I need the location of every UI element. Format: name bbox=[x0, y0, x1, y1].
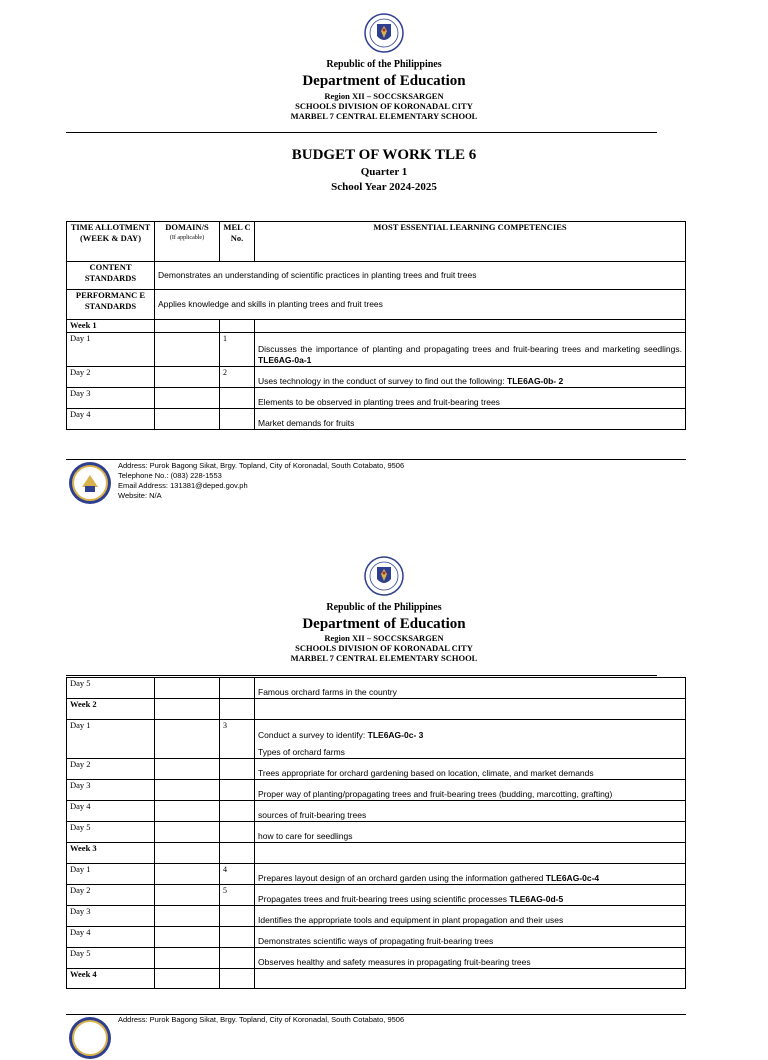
mel-number-cell bbox=[220, 822, 255, 843]
footer-email: Email Address: 131381@deped.gov.ph bbox=[118, 481, 248, 490]
header-domain-note: (If applicable) bbox=[169, 235, 205, 241]
header-domain-label: DOMAIN/S bbox=[165, 222, 209, 232]
competency-text: Demonstrates scientific ways of propagating fruit-bearing trees bbox=[258, 936, 494, 946]
table-row bbox=[67, 864, 686, 885]
time-allotment-cell: Day 4 bbox=[67, 409, 155, 430]
competency-text: Proper way of planting/propagating trees and fruit-bearing trees (budding, marcotting, grafting) bbox=[258, 789, 613, 799]
table-row bbox=[67, 409, 686, 430]
week-row bbox=[67, 843, 686, 864]
competency-text: Trees appropriate for orchard gardening based on location, climate, and market demands bbox=[258, 768, 594, 778]
competency-cell bbox=[255, 780, 686, 801]
competency-cell bbox=[255, 822, 686, 843]
header-department: Department of Education bbox=[302, 616, 466, 632]
table-row bbox=[67, 678, 686, 699]
competency-cell bbox=[255, 801, 686, 822]
mel-number-cell bbox=[220, 388, 255, 409]
domain-cell bbox=[155, 333, 220, 367]
domain-cell bbox=[155, 699, 220, 720]
header-republic: Republic of the Philippines bbox=[326, 59, 442, 70]
school-logo-icon bbox=[68, 461, 112, 505]
mel-number-cell: 1 bbox=[220, 333, 255, 367]
mel-number-cell bbox=[220, 969, 255, 989]
competency-cell bbox=[255, 699, 686, 720]
header-republic: Republic of the Philippines bbox=[326, 602, 442, 613]
competency-cell bbox=[255, 885, 686, 906]
competency-cell bbox=[255, 320, 686, 333]
header-domain bbox=[155, 222, 220, 262]
domain-cell bbox=[155, 780, 220, 801]
table-row bbox=[67, 927, 686, 948]
footer-website: Website: N/A bbox=[118, 491, 162, 500]
competency-text: Famous orchard farms in the country bbox=[258, 687, 397, 697]
time-allotment-cell: Week 1 bbox=[67, 320, 155, 333]
budget-table-page-1 bbox=[66, 221, 686, 430]
table-body-page-1 bbox=[67, 320, 686, 430]
week-row bbox=[67, 699, 686, 720]
performance-standards-label: PERFORMANC E STANDARDS bbox=[67, 290, 155, 320]
footer-rule bbox=[66, 459, 686, 460]
header-school: MARBEL 7 CENTRAL ELEMENTARY SCHOOL bbox=[290, 653, 478, 663]
week-row bbox=[67, 320, 686, 333]
competency-text: Propagates trees and fruit-bearing trees using scientific processes bbox=[258, 894, 507, 904]
competency-text: Discusses the importance of planting and propagating trees and fruit-bearing trees and marketing seedlings. bbox=[258, 344, 682, 354]
domain-cell bbox=[155, 906, 220, 927]
deped-seal-icon bbox=[364, 555, 404, 597]
competency-text: Observes healthy and safety measures in propagating fruit-bearing trees bbox=[258, 957, 531, 967]
content-standards-row bbox=[67, 262, 686, 290]
mel-number-cell: 4 bbox=[220, 864, 255, 885]
domain-cell bbox=[155, 320, 220, 333]
footer-telephone: Telephone No.: (083) 228-1553 bbox=[118, 471, 222, 480]
mel-number-cell bbox=[220, 780, 255, 801]
competency-cell bbox=[255, 367, 686, 388]
domain-cell bbox=[155, 409, 220, 430]
domain-cell bbox=[155, 885, 220, 906]
time-allotment-cell: Day 1 bbox=[67, 864, 155, 885]
mel-number-cell bbox=[220, 927, 255, 948]
table-row bbox=[67, 367, 686, 388]
header-division: SCHOOLS DIVISION OF KORONADAL CITY bbox=[295, 643, 473, 653]
time-allotment-cell: Day 2 bbox=[67, 759, 155, 780]
competency-text: sources of fruit-bearing trees bbox=[258, 810, 367, 820]
competency-cell bbox=[255, 969, 686, 989]
table-row bbox=[67, 822, 686, 843]
domain-cell bbox=[155, 759, 220, 780]
competency-cell bbox=[255, 927, 686, 948]
mel-number-cell: 3 bbox=[220, 720, 255, 759]
table-row bbox=[67, 759, 686, 780]
time-allotment-cell: Day 4 bbox=[67, 927, 155, 948]
content-standards-label: CONTENT STANDARDS bbox=[67, 262, 155, 290]
mel-number-cell bbox=[220, 906, 255, 927]
budget-table-page-2 bbox=[66, 677, 686, 989]
footer-contact bbox=[118, 461, 404, 501]
time-allotment-cell: Day 3 bbox=[67, 780, 155, 801]
competency-text: Uses technology in the conduct of survey to find out the following: bbox=[258, 376, 505, 386]
table-row bbox=[67, 885, 686, 906]
content-standards-text: Demonstrates an understanding of scientific practices in planting trees and fruit trees bbox=[155, 262, 686, 290]
table-row bbox=[67, 948, 686, 969]
header-division: SCHOOLS DIVISION OF KORONADAL CITY bbox=[295, 101, 473, 111]
mel-number-cell bbox=[220, 759, 255, 780]
table-row bbox=[67, 906, 686, 927]
competency-cell bbox=[255, 864, 686, 885]
time-allotment-cell: Day 2 bbox=[67, 885, 155, 906]
mel-number-cell bbox=[220, 678, 255, 699]
footer-address: Address: Purok Bagong Sikat, Brgy. Topland, City of Koronadal, South Cotabato, 9506 bbox=[118, 1015, 405, 1024]
mel-number-cell bbox=[220, 948, 255, 969]
competency-code: TLE6AG-0c-4 bbox=[545, 873, 600, 883]
time-allotment-cell: Day 1 bbox=[67, 333, 155, 367]
competency-cell bbox=[255, 388, 686, 409]
time-allotment-cell: Week 2 bbox=[67, 699, 155, 720]
deped-seal-icon bbox=[364, 12, 404, 54]
domain-cell bbox=[155, 678, 220, 699]
domain-cell bbox=[155, 969, 220, 989]
domain-cell bbox=[155, 801, 220, 822]
competency-text: Identifies the appropriate tools and equipment in plant propagation and their uses bbox=[258, 915, 564, 925]
domain-cell bbox=[155, 720, 220, 759]
table-row bbox=[67, 333, 686, 367]
time-allotment-cell: Day 3 bbox=[67, 388, 155, 409]
time-allotment-cell: Day 4 bbox=[67, 801, 155, 822]
document-quarter: Quarter 1 bbox=[360, 166, 408, 178]
performance-standards-text: Applies knowledge and skills in planting trees and fruit trees bbox=[155, 290, 686, 320]
competency-text: how to care for seedlings bbox=[258, 831, 353, 841]
competency-cell bbox=[255, 720, 686, 759]
time-allotment-cell: Day 2 bbox=[67, 367, 155, 388]
header-school: MARBEL 7 CENTRAL ELEMENTARY SCHOOL bbox=[290, 111, 478, 121]
school-logo-icon bbox=[68, 1016, 112, 1060]
header-rule bbox=[66, 675, 657, 676]
document-title: BUDGET OF WORK TLE 6 bbox=[291, 147, 477, 163]
competency-cell bbox=[255, 948, 686, 969]
competency-cell bbox=[255, 678, 686, 699]
header-region: Region XII – SOCCSKSARGEN bbox=[324, 91, 444, 101]
domain-cell bbox=[155, 843, 220, 864]
header-region: Region XII – SOCCSKSARGEN bbox=[324, 633, 444, 643]
table-body-page-2 bbox=[67, 678, 686, 989]
competency-cell bbox=[255, 409, 686, 430]
competency-code: TLE6AG-0a-1 bbox=[258, 355, 312, 365]
mel-number-cell bbox=[220, 843, 255, 864]
mel-number-cell bbox=[220, 801, 255, 822]
table-row bbox=[67, 720, 686, 759]
table-row bbox=[67, 780, 686, 801]
domain-cell bbox=[155, 927, 220, 948]
header-mel: MEL C No. bbox=[220, 222, 255, 262]
competency-code: TLE6AG-0d-5 bbox=[509, 894, 564, 904]
competency-cell bbox=[255, 906, 686, 927]
header-rule bbox=[66, 132, 657, 133]
document-school-year: School Year 2024-2025 bbox=[331, 181, 437, 193]
time-allotment-cell: Day 1 bbox=[67, 720, 155, 759]
competency-cell bbox=[255, 843, 686, 864]
competency-cell bbox=[255, 759, 686, 780]
time-allotment-cell: Day 3 bbox=[67, 906, 155, 927]
header-competencies: MOST ESSENTIAL LEARNING COMPETENCIES bbox=[255, 222, 686, 262]
performance-standards-row bbox=[67, 290, 686, 320]
competency-code: TLE6AG-0c- 3 bbox=[367, 730, 424, 740]
domain-cell bbox=[155, 948, 220, 969]
competency-text: Prepares layout design of an orchard garden using the information gathered bbox=[258, 873, 544, 883]
footer-address: Address: Purok Bagong Sikat, Brgy. Topland, City of Koronadal, South Cotabato, 9506 bbox=[118, 461, 405, 470]
domain-cell bbox=[155, 388, 220, 409]
competency-text: Conduct a survey to identify: bbox=[258, 730, 366, 740]
competency-code: TLE6AG-0b- 2 bbox=[507, 376, 564, 386]
time-allotment-cell: Day 5 bbox=[67, 822, 155, 843]
competency-subtext: Types of orchard farms bbox=[258, 747, 345, 757]
competency-text: Market demands for fruits bbox=[258, 418, 355, 428]
mel-number-cell: 5 bbox=[220, 885, 255, 906]
domain-cell bbox=[155, 367, 220, 388]
time-allotment-cell: Day 5 bbox=[67, 678, 155, 699]
time-allotment-cell: Day 5 bbox=[67, 948, 155, 969]
header-department: Department of Education bbox=[302, 73, 466, 89]
time-allotment-cell: Week 4 bbox=[67, 969, 155, 989]
competency-text: Elements to be observed in planting trees and fruit-bearing trees bbox=[258, 397, 500, 407]
table-row bbox=[67, 801, 686, 822]
mel-number-cell bbox=[220, 699, 255, 720]
domain-cell bbox=[155, 864, 220, 885]
domain-cell bbox=[155, 822, 220, 843]
competency-cell bbox=[255, 333, 686, 367]
week-row bbox=[67, 969, 686, 989]
table-header-row bbox=[67, 222, 686, 262]
table-row bbox=[67, 388, 686, 409]
header-time-allotment: TIME ALLOTMENT (WEEK & DAY) bbox=[67, 222, 155, 262]
mel-number-cell: 2 bbox=[220, 367, 255, 388]
time-allotment-cell: Week 3 bbox=[67, 843, 155, 864]
mel-number-cell bbox=[220, 409, 255, 430]
mel-number-cell bbox=[220, 320, 255, 333]
